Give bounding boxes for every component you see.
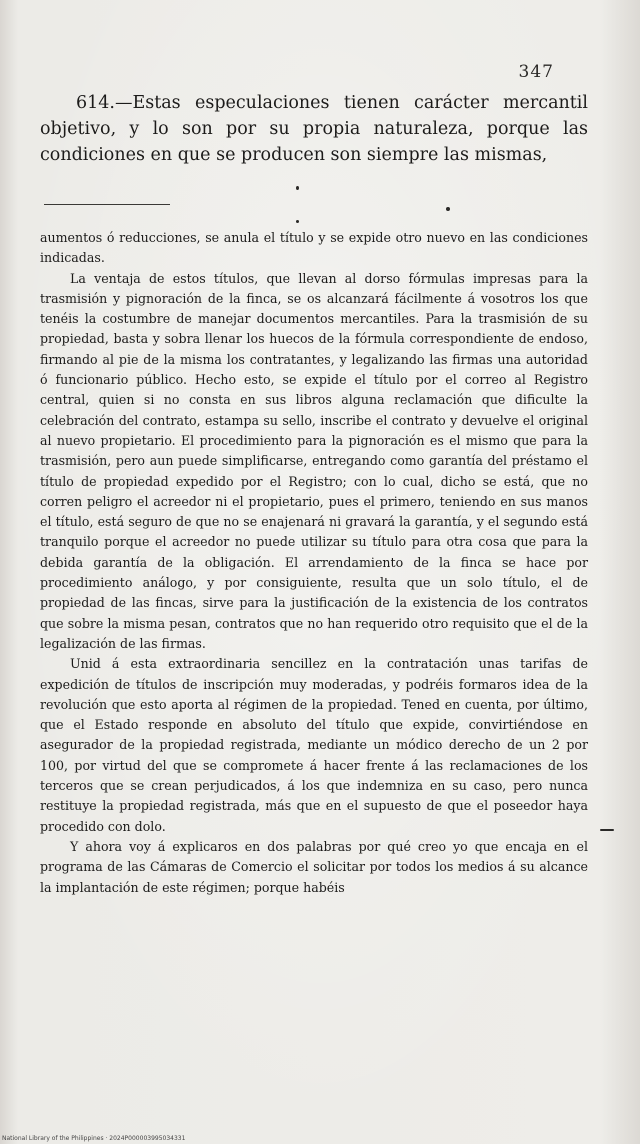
footnote-separator [44, 204, 170, 205]
footnote [40, 228, 588, 898]
library-credit: National Library of the Philippines · 2024P000003995034331 [2, 1135, 186, 1142]
footnote-continuation: aumentos ó reducciones, se anula el título y se expide otro nuevo en las condiciones indicadas. [40, 230, 588, 266]
page-number: 347 [518, 62, 554, 82]
scan-speck [296, 220, 299, 223]
main-paragraph: 614.—Estas especulaciones tienen carácter mercantil objetivo, y lo son por su propia naturaleza, porque las condiciones en que se producen son siempre las mismas, [40, 93, 588, 165]
footnote-paragraph-2: Unid á esta extraordinaria sencillez en la contratación unas tarifas de expedición de títulos de inscripción muy moderadas, y podréis formaros idea de la revolución que esto aporta al régimen de la propiedad. Tened en cuenta, por último, que el Estado responde en absoluto del título que expide, convirtiéndose en asegurador de la propiedad registrada, mediante un módico derecho de un 2 por 100, por virtud del que se compromete á hacer frente á las reclamaciones de los terceros que se crean perjudicados, á los que indemniza en su caso, pero nunca restituye la propiedad registrada, más que en el supuesto de que el poseedor haya procedido con dolo. [40, 656, 588, 834]
scan-speck [296, 186, 299, 190]
footnote-paragraph-3: Y ahora voy á explicaros en dos palabras por qué creo yo que encaja en el programa de las Cámaras de Comercio el solicitar por todos los medios á su alcance la implantación de este régimen; porque habéis [40, 838, 588, 895]
footnote-paragraph-1: La ventaja de estos títulos, que llevan al dorso fórmulas impresas para la trasmisión y pignoración de la finca, se os alcanzará fácilmente á vosotros los que tenéis la costumbre de manejar documentos mercantiles. Para la trasmisión de su propiedad, basta y sobra llenar los huecos de la fórmula correspondiente de endoso, firmando al pie de la misma los contratantes, y legalizando las firmas una autoridad ó funcionario público. Hecho esto, se expide el título por el correo al Registro central, quien si no consta en sus libros alguna reclamación que dificulte la celebración del contrato, estampa su sello, inscribe el contrato y devuelve el original al nuevo propietario. El procedimiento para la pignoración es el mismo que para la trasmisión, pero aun puede simplificarse, entregando como garantía del préstamo el título de propiedad expedido por el Registro; con lo cual, dicho se está, que no corren peligro el acreedor ni el propietario, pues el primero, teniendo en sus manos el título, está seguro de que no se enajenará ni gravará la garantía, y el segundo está tranquilo porque el acreedor no puede utilizar su título para otra cosa que para la debida garantía de la obligación. El arrendamiento de la finca se hace por procedimiento análogo, y por consiguiente, resulta que un solo título, el de propiedad de las fincas, sirve para la justificación de la existencia de los contratos que sobre la misma pesan, contratos que no han requerido otro requisito que el de la legalización de las firmas. [40, 270, 588, 651]
scan-speck [600, 829, 614, 831]
scan-speck [446, 207, 450, 211]
